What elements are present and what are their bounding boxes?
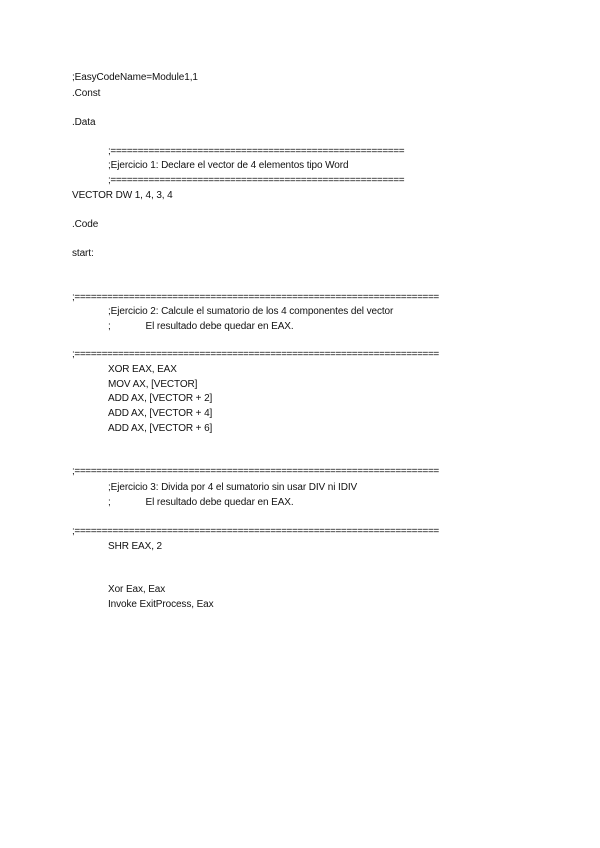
xor-eax-line: XOR EAX, EAX <box>108 364 177 375</box>
add-vector-2-line: ADD AX, [VECTOR + 2] <box>108 393 213 404</box>
invoke-exitprocess-line: Invoke ExitProcess, Eax <box>108 599 214 610</box>
exercise-2-result-comment: ; El resultado debe quedar en EAX. <box>108 321 294 332</box>
separator-long-1: ;=================================================================== <box>72 292 439 303</box>
exercise-3-result-comment: ; El resultado debe quedar en EAX. <box>108 497 294 508</box>
add-vector-6-line: ADD AX, [VECTOR + 6] <box>108 423 213 434</box>
separator-short-bottom: ;====================================================== <box>108 175 405 186</box>
separator-long-2: ;=================================================================== <box>72 349 439 360</box>
vector-declaration-line: VECTOR DW 1, 4, 3, 4 <box>72 190 173 201</box>
start-label-line: start: <box>72 248 94 259</box>
const-section-line: .Const <box>72 88 101 99</box>
separator-long-4: ;=================================================================== <box>72 526 439 537</box>
shr-eax-line: SHR EAX, 2 <box>108 541 163 552</box>
mov-ax-line: MOV AX, [VECTOR] <box>108 379 198 390</box>
easycode-name-line: ;EasyCodeName=Module1,1 <box>72 72 198 83</box>
exercise-1-comment: ;Ejercicio 1: Declare el vector de 4 elementos tipo Word <box>108 160 349 171</box>
separator-long-3: ;=================================================================== <box>72 466 439 477</box>
separator-short-top: ;====================================================== <box>108 146 405 157</box>
xor-eax-end-line: Xor Eax, Eax <box>108 584 166 595</box>
add-vector-4-line: ADD AX, [VECTOR + 4] <box>108 408 213 419</box>
exercise-3-comment: ;Ejercicio 3: Divida por 4 el sumatorio sin usar DIV ni IDIV <box>108 482 358 493</box>
data-section-line: .Data <box>72 117 96 128</box>
code-section-line: .Code <box>72 219 99 230</box>
exercise-2-comment: ;Ejercicio 2: Calcule el sumatorio de los 4 componentes del vector <box>108 306 394 317</box>
